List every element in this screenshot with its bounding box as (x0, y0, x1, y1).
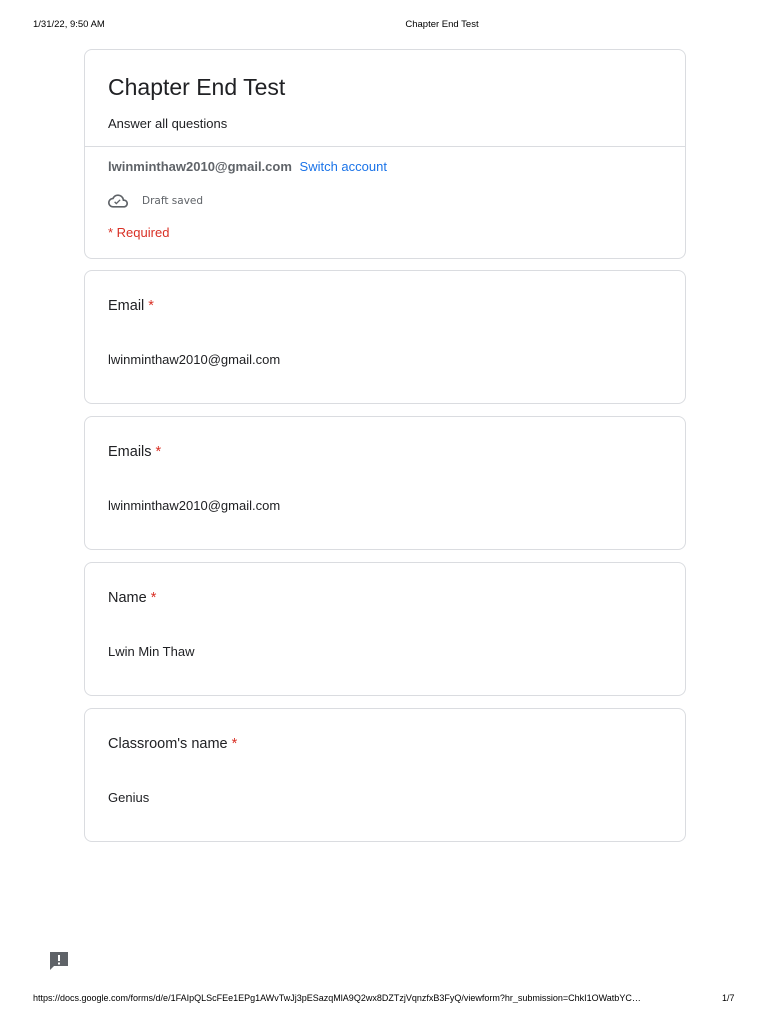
required-asterisk: * (150, 590, 157, 606)
cloud-check-icon (108, 193, 128, 209)
feedback-icon (49, 951, 69, 971)
question-card (84, 270, 686, 404)
header-divider (85, 146, 685, 147)
question-label (108, 444, 161, 460)
form-title: Chapter End Test (108, 74, 286, 100)
required-asterisk: * (155, 444, 162, 460)
required-note: * Required (108, 225, 170, 240)
question-title: Email (108, 298, 145, 314)
switch-account-link[interactable]: Switch account (299, 159, 387, 174)
account-email: lwinminthaw2010@gmail.com (108, 159, 292, 174)
required-asterisk: * (148, 298, 154, 314)
form-description: Answer all questions (108, 116, 228, 131)
draft-status-row (108, 192, 203, 210)
print-header (0, 19, 768, 33)
draft-status-text: Draft saved (142, 195, 204, 207)
question-answer: Lwin Min Thaw (108, 644, 195, 659)
page-url: https://docs.google.com/forms/d/e/1FAIpQLScFEe1EPg1AWvTwJj3pESazqMlA9Q2wx8DZTzjVqnzfxB3FyQ/viewform?hr_submission=ChkI1OWatbYC… (33, 993, 641, 1003)
question-answer: lwinminthaw2010@gmail.com (108, 498, 281, 513)
feedback-button[interactable] (49, 951, 69, 971)
form-header-card (84, 49, 686, 259)
print-timestamp: 1/31/22, 9:50 AM (33, 19, 105, 30)
account-row (108, 159, 387, 174)
question-label (108, 736, 237, 752)
question-card (84, 708, 686, 842)
required-asterisk: * (231, 736, 238, 752)
question-title: Emails (108, 444, 152, 460)
question-answer: Genius (108, 790, 150, 805)
question-card (84, 562, 686, 696)
question-title: Name (108, 590, 147, 606)
question-card (84, 416, 686, 550)
page-number: 1/7 (722, 993, 735, 1003)
question-title: Classroom's name (108, 736, 228, 752)
question-answer: lwinminthaw2010@gmail.com (108, 352, 281, 367)
question-label (108, 590, 156, 606)
print-page-title: Chapter End Test (405, 19, 479, 30)
question-label (108, 298, 154, 314)
